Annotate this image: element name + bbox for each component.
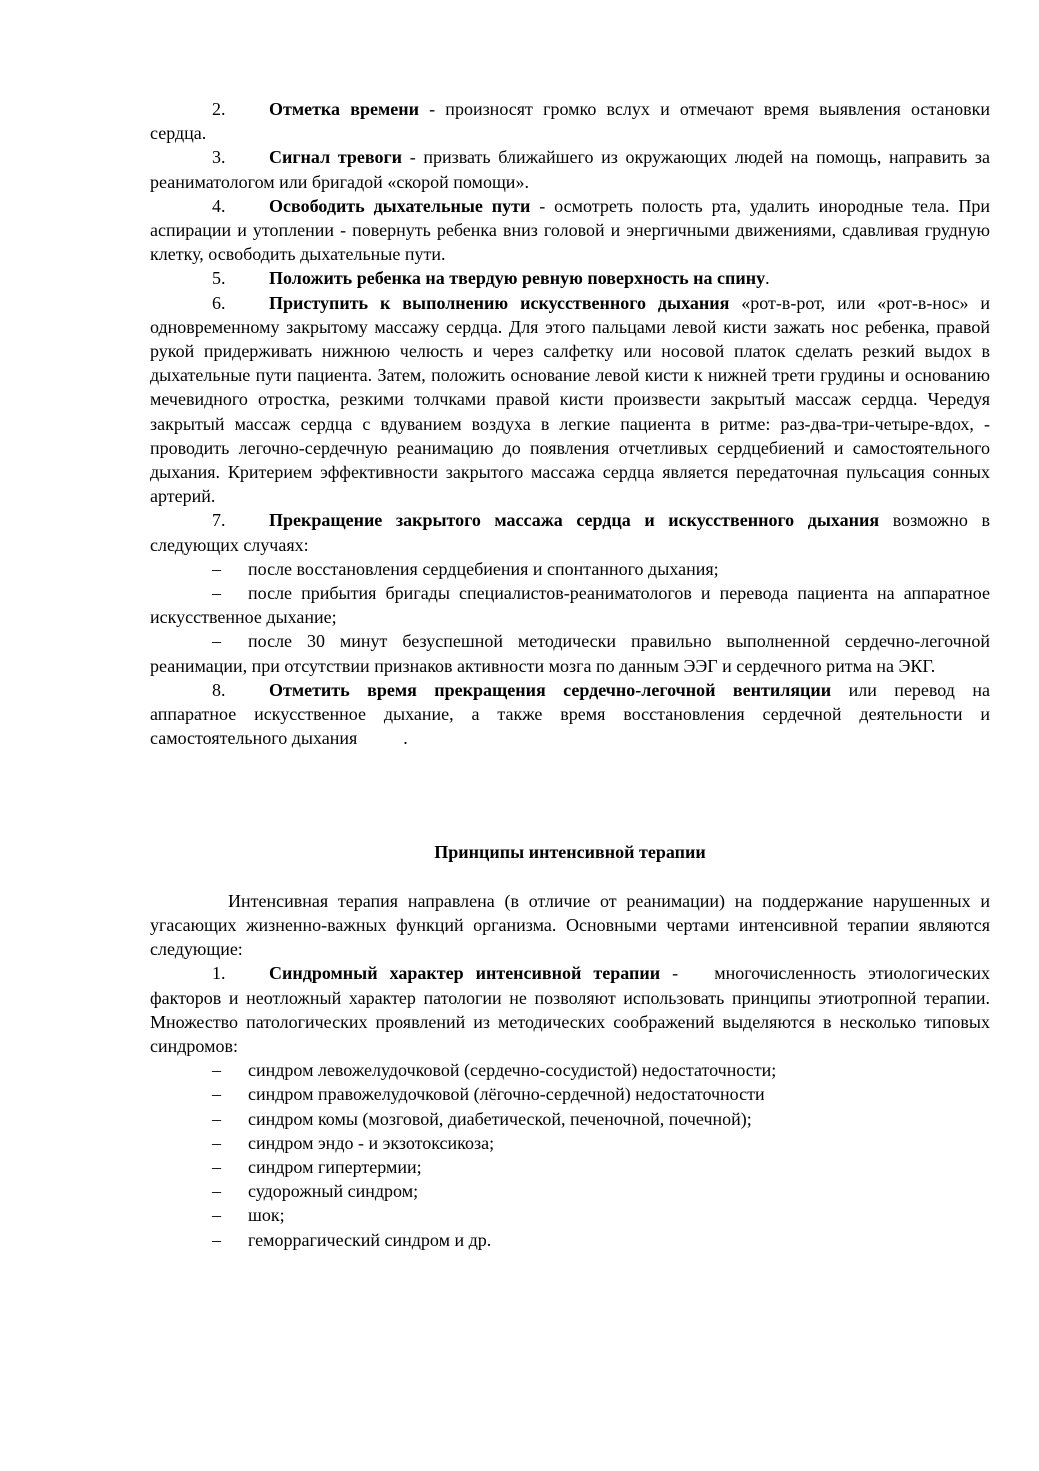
- item-title: Положить ребенка на твердую ревную поверхность на спину: [269, 268, 766, 289]
- section-heading: Принципы интенсивной терапии: [434, 842, 706, 863]
- item-text: - призвать ближайшего из окружающих людей на помощь, направить за реаниматологом или бригадой «скорой помощи».: [150, 147, 990, 192]
- item-number: 6.: [212, 292, 226, 313]
- item-1: [150, 961, 995, 1058]
- list-item: [150, 1131, 990, 1155]
- item-number: 8.: [212, 679, 226, 700]
- list-item-text: синдром эндо - и экзотоксикоза;: [248, 1132, 495, 1153]
- item-title: Сигнал тревоги: [269, 147, 403, 168]
- item-4: [150, 194, 990, 267]
- dash-marker: –: [212, 1205, 221, 1226]
- item-text: - многочисленность этиологических факторов и неотложный характер патологии не позволяют использовать принципы этиотропной терапии. Множество патологических проявлений из методических соображений выделяются в несколько типовых синдромов:: [150, 963, 995, 1056]
- dash-marker: –: [212, 1156, 221, 1177]
- list-item-text: после прибытия бригады специалистов-реаниматологов и перевода пациента на аппаратное искусственное дыхание;: [150, 583, 990, 628]
- item-number: 2.: [212, 99, 226, 119]
- list-item: [150, 1228, 990, 1252]
- list-item: [150, 581, 990, 629]
- list-item-text: синдром комы (мозговой, диабетической, печеночной, почечной);: [248, 1108, 752, 1129]
- section-gap: [150, 750, 990, 840]
- list-item: [150, 1179, 990, 1203]
- item-number: 7.: [212, 510, 226, 531]
- item-text: или перевод на аппаратное искусственное дыхание, а также время восстановления сердечной деятельности и самостоятельного дыхания: [150, 679, 990, 749]
- list-item: [150, 1107, 990, 1131]
- item-7: [150, 508, 990, 556]
- item-text: - осмотреть полость рта, удалить инородные тела. При аспирации и утоплении - повернуть ребенка вниз головой и энергичными движениями, сдавливая грудную клетку, освободить дыхательные пути.: [150, 195, 990, 265]
- dash-marker: –: [212, 1084, 221, 1105]
- list-item: [150, 1058, 990, 1082]
- dash-marker: –: [212, 1181, 221, 1202]
- list-item-text: после восстановления сердцебиения и спонтанного дыхания;: [248, 558, 719, 579]
- list-item: [150, 557, 990, 581]
- item-number: 5.: [212, 268, 226, 289]
- item-text: возможно в следующих случаях:: [150, 510, 990, 555]
- item-title: Синдромный характер интенсивной терапии: [269, 963, 661, 984]
- dash-marker: –: [212, 631, 221, 652]
- intro-paragraph: Интенсивная терапия направлена (в отличие от реанимации) на поддержание нарушенных и угасающих жизненно-важных функций организма. Основными чертами интенсивной терапии являются следующие:: [150, 890, 990, 960]
- dash-marker: –: [212, 1060, 221, 1081]
- item-title: Приступить к выполнению искусственного дыхания: [269, 292, 730, 313]
- list-item-text: после 30 минут безуспешной методически правильно выполненной сердечно-легочной реанимации, при отсутствии признаков активности мозга по данным ЭЭГ и сердечного ритма на ЭКГ.: [150, 631, 990, 676]
- list-item-text: геморрагический синдром и др.: [248, 1229, 492, 1250]
- list-item-text: синдром левожелудочковой (сердечно-сосудистой) недостаточности;: [248, 1060, 777, 1081]
- list-item-text: синдром гипертермии;: [248, 1156, 422, 1177]
- dash-marker: –: [212, 1132, 221, 1153]
- item-end: .: [403, 728, 408, 749]
- item-title: Освободить дыхательные пути: [269, 195, 531, 216]
- dash-marker: –: [212, 558, 221, 579]
- item-text: «рот-в-рот, или «рот-в-нос» и одновременному закрытому массажу сердца. Для этого пальцами левой кисти зажать нос ребенка, правой рукой придерживать нижнюю челюсть и через салфетку или носовой платок сделать резкий выдох в дыхательные пути пациента. Затем, положить основание левой кисти к нижней трети грудины и основанию мечевидного отростка, резкими толчками правой кисти произвести закрытый массаж сердца. Чередуя закрытый массаж сердца с вдуванием воздуха в легкие пациента в ритме: раз-два-три-четыре-вдох, - проводить легочно-сердечную реанимацию до появления отчетливых сердцебиений и самостоятельного дыхания. Критерием эффективности закрытого массажа сердца является передаточная пульсация сонных артерий.: [150, 292, 990, 507]
- list-item-text: судорожный синдром;: [248, 1181, 419, 1202]
- dash-marker: –: [212, 583, 221, 604]
- item-title: Отметить время прекращения сердечно-легочной вентиляции: [269, 679, 832, 700]
- item-2: [150, 97, 990, 145]
- list-item: [150, 1155, 990, 1179]
- item-8: [150, 678, 990, 751]
- item-5: [150, 266, 990, 290]
- list-item-text: шок;: [248, 1205, 285, 1226]
- item-3: [150, 145, 990, 193]
- list-item-text: синдром правожелудочковой (лёгочно-сердечной) недостаточности: [248, 1084, 765, 1105]
- list-item: [150, 1082, 990, 1106]
- item-title: Отметка времени: [269, 99, 419, 119]
- dash-marker: –: [212, 1229, 221, 1250]
- list-item: [150, 1203, 990, 1227]
- item-number: 4.: [212, 195, 226, 216]
- item-title: Прекращение закрытого массажа сердца и искусственного дыхания: [269, 510, 880, 531]
- item-text: - произносят громко вслух и отмечают время выявления остановки сердца.: [150, 99, 990, 144]
- item-6: [150, 291, 990, 509]
- item-number: 1.: [212, 963, 226, 984]
- list-item: [150, 629, 990, 677]
- item-number: 3.: [212, 147, 226, 168]
- dash-marker: –: [212, 1108, 221, 1129]
- item-text: .: [765, 268, 770, 289]
